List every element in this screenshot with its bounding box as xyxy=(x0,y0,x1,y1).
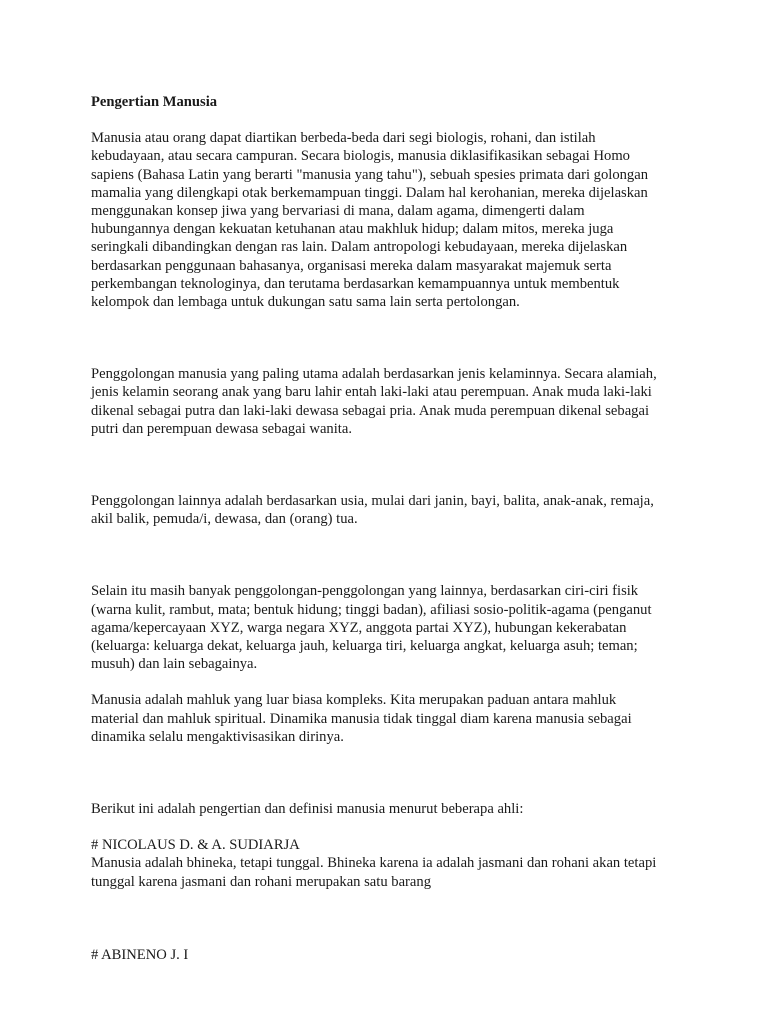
paragraph-gender: Penggolongan manusia yang paling utama adalah berdasarkan jenis kelaminnya. Secara alamiah, jenis kelamin seorang anak yang baru lahir entah laki-laki atau perempuan. Anak muda laki-laki dikenal sebagai putra dan laki-laki dewasa sebagai pria. Anak muda perempuan dikenal sebagai putri dan perempuan dewasa sebagai wanita. xyxy=(91,366,657,437)
paragraph-complexity: Manusia adalah mahluk yang luar biasa kompleks. Kita merupakan paduan antara mahluk material dan mahluk spiritual. Dinamika manusia tidak tinggal diam karena manusia sebagai dinamika selalu mengaktivisasikan dirinya. xyxy=(91,692,632,745)
spacer xyxy=(91,528,691,582)
document-body xyxy=(91,93,691,964)
spacer xyxy=(91,818,691,836)
expert-heading: # ABINENO J. I xyxy=(91,946,189,963)
paragraph-other-classification: Selain itu masih banyak penggolongan-penggolongan yang lainnya, berdasarkan ciri-ciri fisik (warna kulit, rambut, mata; bentuk hidung; tinggi badan), afiliasi sosio-politik-agama (penganut agama/kepercayaan XYZ, warga negara XYZ, anggota partai XYZ), hubungan kekerabatan (keluarga: keluarga dekat, keluarga jauh, keluarga tiri, keluarga angkat, keluarga asuh; teman; musuh) dan lain sebagainya. xyxy=(91,583,652,673)
expert-heading: # NICOLAUS D. & A. SUDIARJA xyxy=(91,837,300,854)
spacer xyxy=(91,891,691,946)
spacer xyxy=(91,311,691,365)
spacer xyxy=(91,746,691,800)
spacer xyxy=(91,673,691,691)
paragraph-experts-intro: Berikut ini adalah pengertian dan definisi manusia menurut beberapa ahli: xyxy=(91,801,524,818)
expert-definition: Manusia adalah bhineka, tetapi tunggal. Bhineka karena ia adalah jasmani dan rohani akan tetapi tunggal karena jasmani dan rohani merupakan satu barang xyxy=(91,855,657,890)
spacer xyxy=(91,438,691,492)
page-title: Pengertian Manusia xyxy=(91,94,218,110)
paragraph-age: Penggolongan lainnya adalah berdasarkan usia, mulai dari janin, bayi, balita, anak-anak, remaja, akil balik, pemuda/i, dewasa, dan (orang) tua. xyxy=(91,493,654,528)
paragraph-definition: Manusia atau orang dapat diartikan berbeda-beda dari segi biologis, rohani, dan istilah kebudayaan, atau secara campuran. Secara biologis, manusia diklasifikasikan sebagai Homo sapiens (Bahasa Latin yang berarti "manusia yang tahu"), sebuah spesies primata dari golongan mamalia yang dilengkapi otak berkemampuan tinggi. Dalam hal kerohanian, mereka dijelaskan menggunakan konsep jiwa yang bervariasi di mana, dalam agama, dimengerti dalam hubungannya dengan kekuatan ketuhanan atau makhluk hidup; dalam mitos, mereka juga seringkali dibandingkan dengan ras lain. Dalam antropologi kebudayaan, mereka dijelaskan berdasarkan penggunaan bahasanya, organisasi mereka dalam masyarakat majemuk serta perkembangan teknologinya, dan terutama berdasarkan kemampuannya untuk membentuk kelompok dan lembaga untuk dukungan satu sama lain serta pertolongan. xyxy=(91,130,648,311)
